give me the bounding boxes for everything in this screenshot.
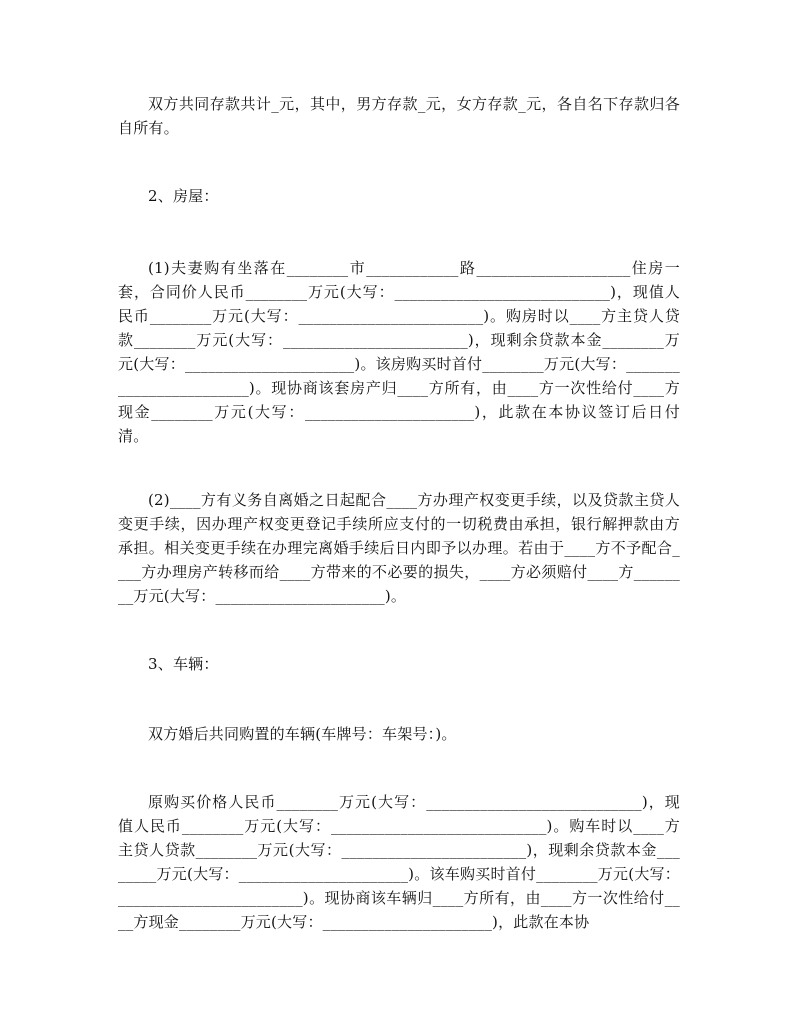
vehicle-price-paragraph: 原购买价格人民币________万元(大写：____________________________)，现值人民币________万元(大写：____________________________)。购车时以____方主贷人贷款________万元(大写：________________________)，现剩余贷款本金________万元(大写：______________________)。该车购买时首付________万元(大写：________________________)。现协商该车辆归____方所有，由____方一次性给付____方现金________万元(大写：______________________)，此款在本协 — [118, 793, 680, 931]
house-section-heading: 2、房屋： — [148, 187, 219, 205]
house-transfer-paragraph: (2)____方有义务自离婚之日起配合____方办理产权变更手续，以及贷款主贷人变更手续，因办理产权变更登记手续所应支付的一切税费由承担，银行解押款由方承担。相关变更手续在办理完离婚手续后日内即予以办理。若由于____方不予配合____方办理房产转移而给____方带来的不必要的损失，____方必须赔付____方________万元(大写：______________________)。 — [118, 491, 680, 605]
house-purchase-paragraph: (1)夫妻购有坐落在________市____________路____________________住房一套，合同价人民币________万元(大写：____________________________)，现值人民币________万元(大写：________________________)。购房时以____方主贷人贷款________万元(大写：________________________)，现剩余贷款本金________万元(大写：______________________)。该房购买时首付________万元(大写：________________________)。现协商该套房产归____方所有，由____方一次性给付____方现金________万元(大写：______________________)，此款在本协议签订后日付清。 — [118, 259, 680, 445]
vehicle-description-paragraph: 双方婚后共同购置的车辆(车牌号：车架号：)。 — [148, 725, 457, 743]
vehicle-section-heading: 3、车辆： — [148, 655, 219, 673]
deposit-paragraph: 双方共同存款共计_元，其中，男方存款_元，女方存款_元，各自名下存款归各自所有。 — [118, 95, 680, 137]
